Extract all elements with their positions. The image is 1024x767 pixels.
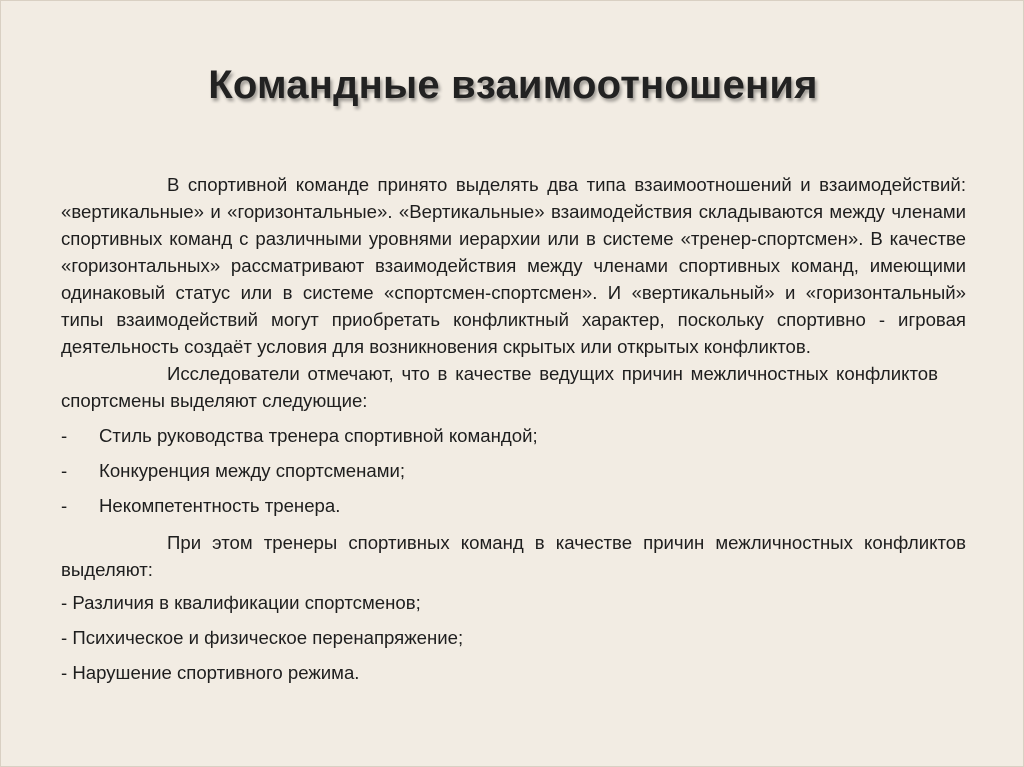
list-dash: - [61,425,68,446]
list-item [61,488,966,523]
coach-reasons-list [61,585,966,690]
slide-title: Командные взаимоотношения [208,63,818,107]
list-item-text: Конкуренция между спортсменами; [99,460,406,481]
paragraph-coaches: При этом тренеры спортивных команд в качестве причин межличностных конфликтов выделяют: [61,532,966,580]
list-item: - Нарушение спортивного режима. [61,662,360,683]
list-item [61,418,966,453]
paragraph-interactions: В спортивной команде принято выделять два типа взаимоотношений и взаимодействий: «вертикальные» и «горизонтальные». «Вертикальные» взаимодействия складываются между членами спортивных команд с различными уровнями иерархии или в системе «тренер-спортсмен». В качестве «горизонтальных» рассматривают взаимодействия между членами спортивных команд, имеющими одинаковый статус или в системе «спортсмен-спортсмен». И «вертикальный» и «горизонтальный» типы взаимодействий могут приобретать конфликтный характер, поскольку спортивно - игровая деятельность создаёт условия для возникновения скрытых или открытых конфликтов. [61,174,966,357]
list-item-text: Стиль руководства тренера спортивной командой; [99,425,538,446]
list-item [61,453,966,488]
paragraph-researchers: Исследователи отмечают, что в качестве ведущих причин межличностных конфликтов спортсмены выделяют следующие: [61,363,938,411]
list-item: - Различия в квалификации спортсменов; [61,592,421,613]
list-dash: - [61,460,68,481]
list-item: - Психическое и физическое перенапряжение; [61,627,464,648]
list-dash: - [61,495,68,516]
athlete-reasons-list [61,418,966,523]
list-item-text: Некомпетентность тренера. [99,495,341,516]
slide-body [61,171,966,690]
